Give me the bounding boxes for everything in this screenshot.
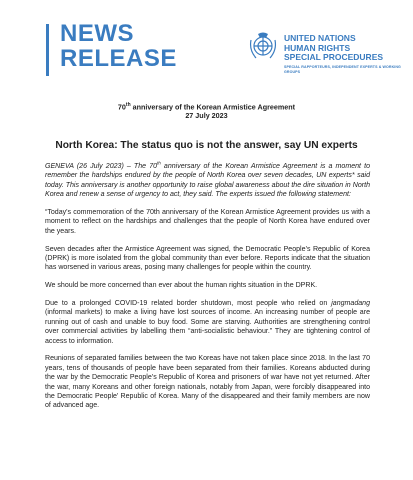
- org-name: [284, 34, 406, 75]
- org-line-2: HUMAN RIGHTS: [284, 42, 351, 53]
- org-tagline: SPECIAL RAPPORTEURS, INDEPENDENT EXPERTS & WORKING GROUPS: [284, 64, 401, 74]
- un-special-procedures-logo: [246, 30, 406, 80]
- header: [0, 0, 413, 100]
- article-body: [45, 162, 370, 419]
- org-line-3: SPECIAL PROCEDURES: [284, 52, 384, 62]
- lead-sup: th: [157, 160, 161, 166]
- p4-part-a: Due to a prolonged COVID-19 related border shutdown, most people who relied on: [45, 300, 332, 308]
- news-release-wordmark: [60, 22, 177, 72]
- lead-part-1: GENEVA (26 July 2023) – The 70: [45, 163, 158, 170]
- p4-part-b: (informal markets) to make a living have lost sources of income. An increasing number of people are running out of cash and unable to buy food. Some are starving. Authorities are strengthening control over commercial activities by labelling them “anti-socialistic behaviour.” They are tightening control of access to information.: [45, 309, 370, 345]
- release-date: 27 July 2023: [185, 111, 228, 120]
- news-label: NEWS: [60, 20, 134, 47]
- paragraph-4: [45, 299, 370, 346]
- paragraph-2: Seven decades after the Armistice Agreement was signed, the Democratic People’s Republic of Korea (DPRK) is more isolated from the global community than ever before. Reports indicate that the situation has worsened in various areas, posing many challenges for people within the country.: [45, 245, 370, 272]
- un-emblem-icon: [246, 30, 280, 64]
- org-line-1: UNITED NATIONS: [284, 33, 356, 43]
- release-label: RELEASE: [60, 45, 177, 72]
- lead-part-2: anniversary of the Korean Armistice Agreement is a moment to remember the hardships endured by the people of North Korea over seven decades, UN experts* said today. This anniversary is another opportunity to raise global awareness about the dire situation in North Korea and renew a sense of urgency to act, they said. The experts issued the following statement:: [45, 163, 370, 199]
- anniv-sup: th: [125, 102, 131, 108]
- accent-bar: [46, 24, 49, 76]
- lead-paragraph: [45, 162, 370, 200]
- paragraph-5: Reunions of separated families between the two Koreas have not taken place since 2018. In the last 70 years, tens of thousands of people have been separated from their families. Koreans abducted during the war by the Democratic People’s Republic of Korea and prisoners of war have not yet returned. After the war, many Koreans and other foreign nationals, notably from Japan, were forcibly disappeared into the Democratic People’ Republic of Korea. Many of the disappeared and their family members are now of advanced age.: [45, 355, 370, 410]
- paragraph-3: We should be more concerned than ever about the human rights situation in the DPRK.: [45, 282, 318, 290]
- headline: North Korea: The status quo is not the answer, say UN experts: [55, 140, 358, 151]
- anniv-number: 70: [117, 102, 126, 112]
- paragraph-1: “Today's commemoration of the 70th anniversary of the Korean Armistice Agreement provides us with a moment to reflect on the hardships and challenges that the people of North Korea have endured over the years.: [45, 209, 370, 235]
- p4-emphasis: jangmadang: [331, 300, 370, 308]
- anniversary-line: [0, 102, 413, 111]
- anniv-text: anniversary of the Korean Armistice Agreement: [130, 102, 296, 112]
